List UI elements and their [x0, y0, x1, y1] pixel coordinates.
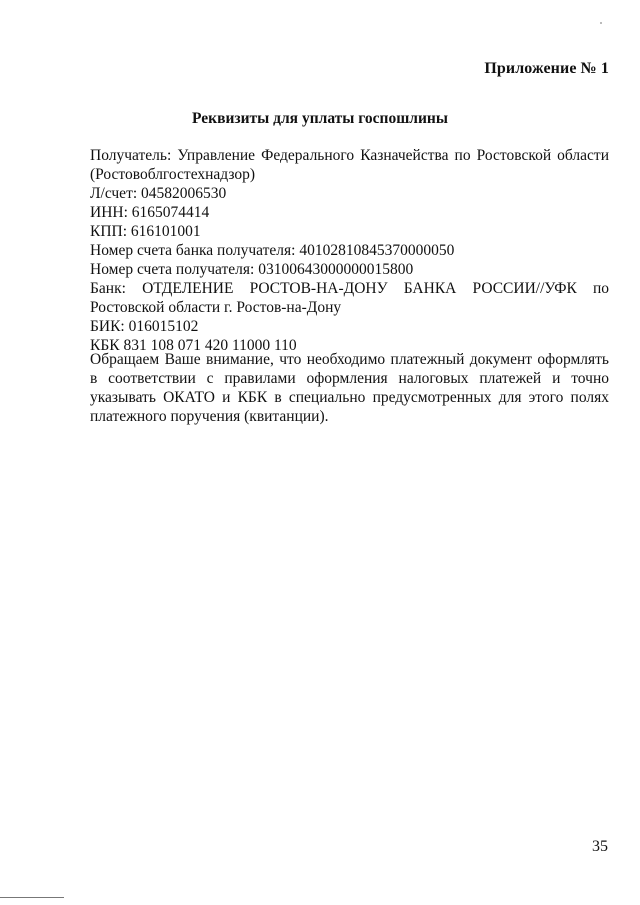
footnote-rule	[0, 897, 64, 898]
page-number: 35	[592, 838, 608, 855]
document-title: Реквизиты для уплаты госпошлины	[192, 110, 448, 127]
bank-line-1	[90, 279, 609, 298]
kpp-value: КПП: 616101001	[90, 223, 201, 240]
bank-word: по	[592, 280, 609, 297]
bank-word: ОТДЕЛЕНИЕ	[142, 280, 234, 297]
personal-account: Л/счет: 04582006530	[90, 185, 227, 202]
bik-value: БИК: 016015102	[90, 318, 199, 335]
recipient-account-number: Номер счета получателя: 03100643000000015800	[90, 261, 414, 278]
recipient-line-2: (Ростовоблгостехнадзор)	[90, 166, 256, 183]
notice-paragraph: Обращаем Ваше внимание, что необходимо платежный документ оформлять в соответствии с правилами оформления налоговых платежей и точно указывать ОКАТО и КБК в специально предусмотренных для этого полях платежного поручения (квитанции).	[90, 351, 609, 425]
bank-word: РОССИИ//УФК	[472, 280, 577, 297]
recipient-line-1: Получатель: Управление Федерального Казначейства по Ростовской области	[90, 147, 609, 164]
inn-value: ИНН: 6165074414	[90, 204, 210, 221]
bank-account-number: Номер счета банка получателя: 40102810845370000050	[90, 242, 455, 259]
scan-speck	[600, 22, 602, 24]
payment-details	[90, 146, 609, 355]
bank-word: Банк:	[90, 280, 126, 297]
bank-word: РОСТОВ-НА-ДОНУ	[249, 280, 388, 297]
kbk-value: КБК 831 108 071 420 11000 110	[90, 337, 297, 354]
appendix-label: Приложение № 1	[484, 60, 609, 77]
bank-word: БАНКА	[403, 280, 457, 297]
bank-line-2: Ростовской области г. Ростов-на-Дону	[90, 299, 342, 316]
